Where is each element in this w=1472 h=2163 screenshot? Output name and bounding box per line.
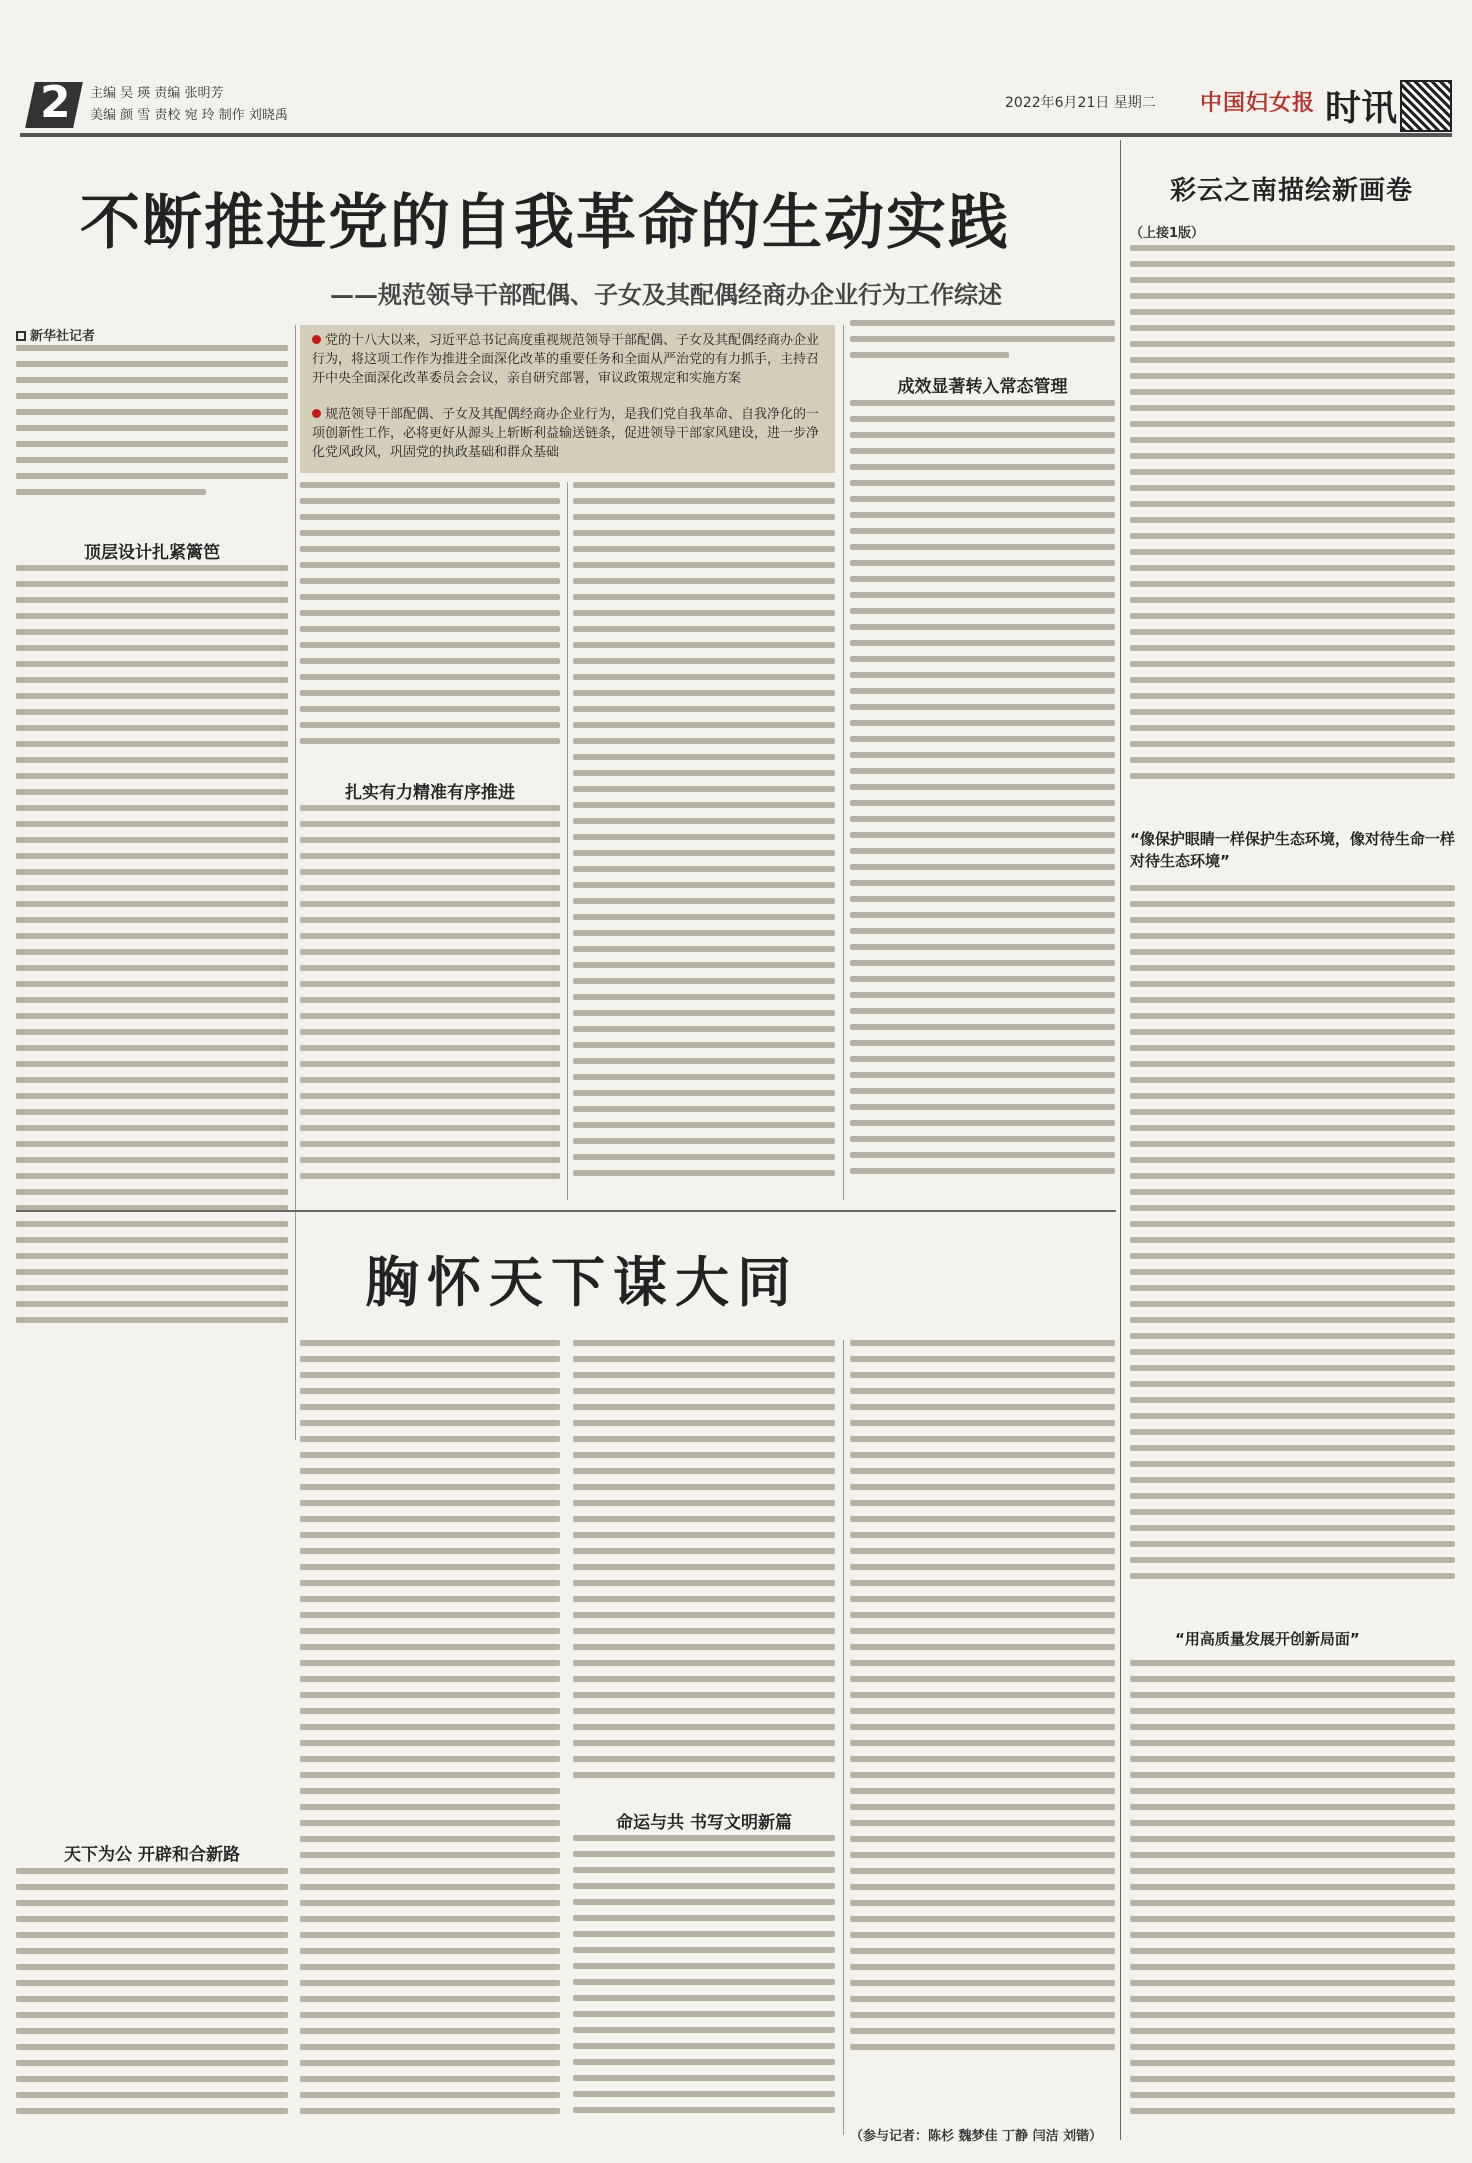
- section-heading-1: 顶层设计扎紧篱笆: [84, 543, 220, 563]
- sidebar-title: 彩云之南描绘新画卷: [1170, 176, 1414, 206]
- masthead: [0, 0, 1472, 150]
- article-title: 不断推进党的自我革命的生动实践: [80, 188, 1010, 258]
- highlight-box: [300, 325, 835, 473]
- credits-line-1: 主编 吴 瑛 责编 张明芳: [90, 86, 224, 101]
- body-text-column-3: [573, 482, 835, 1200]
- newspaper-logo: 中国妇女报: [1200, 90, 1316, 116]
- body-text-column-2a: [300, 482, 560, 760]
- sidebar-divider: [1120, 140, 1121, 2140]
- column-divider: [295, 325, 296, 1440]
- section-heading-5: 命运与共 书写文明新篇: [616, 1813, 792, 1833]
- contributing-reporters: （参与记者：陈杉 魏梦佳 丁静 闫洁 刘锴）: [850, 2129, 1103, 2144]
- body-text-column-8: [850, 1340, 1115, 2095]
- bottom-article-title: 胸怀天下谋大同: [365, 1251, 799, 1314]
- continued-note: （上接1版）: [1130, 226, 1205, 241]
- page-number: 2: [40, 77, 71, 128]
- section-heading-4: 天下为公 开辟和合新路: [64, 1845, 240, 1865]
- sidebar-subheading-2: “用高质量发展开创新局面”: [1175, 1630, 1360, 1648]
- sidebar-text-2: [1130, 885, 1455, 1615]
- callout-2-text: 规范领导干部配偶、子女及其配偶经商办企业行为，是我们党自我革命、自我净化的一项创新性工作，必将更好从源头上斩断利益输送链条，促进领导干部家风建设，进一步净化党风政风，巩固党的执政基础和群众基础: [312, 407, 820, 460]
- sidebar-text-3: [1130, 1660, 1455, 2140]
- body-text-column-4b: [850, 400, 1115, 1200]
- callout-2: [312, 405, 822, 462]
- section-label: 时讯: [1325, 88, 1398, 129]
- section-heading-2: 扎实有力精准有序推进: [345, 783, 515, 803]
- body-text-column-1b: [16, 565, 288, 1830]
- sidebar-subheading-1: “像保护眼睛一样保护生态环境，像对待生命一样对待生态环境”: [1130, 830, 1455, 870]
- body-text-column-4a: [850, 320, 1115, 372]
- column-divider: [567, 482, 568, 1200]
- bullet-icon: [312, 335, 321, 344]
- column-divider: [843, 325, 844, 1200]
- byline-square-icon: [16, 331, 26, 341]
- qr-code-icon: [1400, 80, 1452, 132]
- credits-line-2: 美编 颜 雪 责校 宛 玲 制作 刘晓禹: [90, 108, 288, 123]
- body-text-column-7a: [573, 1340, 835, 1805]
- column-divider: [843, 1340, 844, 2135]
- callout-1: [312, 331, 822, 388]
- body-text-column-6: [300, 1340, 560, 2135]
- body-text-column-5: [16, 1868, 288, 2135]
- bullet-icon: [312, 409, 321, 418]
- header-rule: [20, 133, 1452, 137]
- callout-1-text: 党的十八大以来，习近平总书记高度重视规范领导干部配偶、子女及其配偶经商办企业行为，将这项工作作为推进全面深化改革的重要任务和全面从严治党的有力抓手，主持召开中央全面深化改革委员会会议，亲自研究部署，审议政策规定和实施方案: [312, 333, 820, 386]
- byline: [16, 325, 95, 344]
- byline-text: 新华社记者: [30, 329, 96, 344]
- spacer: [16, 1830, 288, 1835]
- section-heading-3: 成效显著转入常态管理: [897, 377, 1068, 397]
- body-text-column-2b: [300, 805, 560, 1200]
- body-text-column-7b: [573, 1835, 835, 2135]
- issue-date: 2022年6月21日 星期二: [1005, 95, 1156, 111]
- article-subtitle: ——规范领导干部配偶、子女及其配偶经商办企业行为工作综述: [330, 280, 1002, 309]
- article-separator: [16, 1210, 1116, 1212]
- sidebar-text-1: [1130, 245, 1455, 810]
